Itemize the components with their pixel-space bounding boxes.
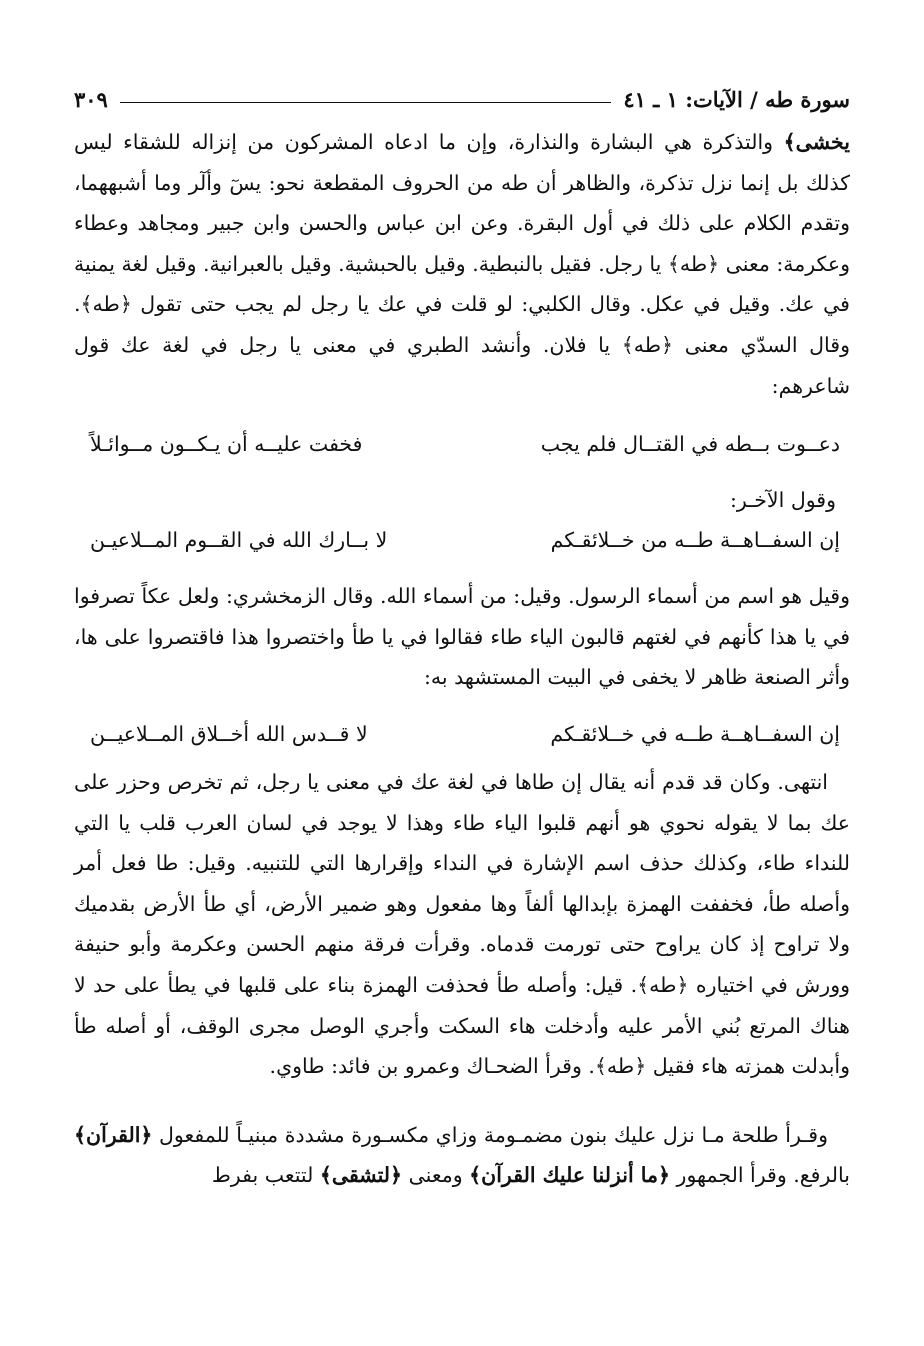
paragraph-2: وقيل هو اسم من أسماء الرسول. وقيل: من أسماء الله. وقال الزمخشري: ولعل عكاً تصرفوا في يا هذا كأنهم في لغتهم قالبون الياء طاء فقالوا في يا طأ واختصروا هذا فاقتصروا على ها، وأثر الصنعة ظاهر لا يخفى في البيت المستشهد به:: [74, 584, 850, 690]
paragraph-4: [74, 1115, 850, 1196]
verse-2: [74, 520, 850, 560]
book-page: [74, 78, 850, 1196]
paragraph-4-text-d: ومعنى: [402, 1163, 470, 1188]
quran-phrase: ﴿ما أنزلنا عليك القرآن﴾: [469, 1163, 671, 1188]
surah-title: سورة طه / الآيات: ١ ـ ٤١: [623, 87, 850, 112]
header-rule: [120, 102, 611, 103]
quran-word: يخشى﴾: [783, 130, 850, 154]
verse-3: [74, 714, 850, 754]
verse-1-first-hemistich: دعــوت بــطه في القتــال فلم يجب: [540, 432, 840, 457]
verse-3-first-hemistich: إن السفــاهــة طــه في خــلائقـكم: [550, 721, 840, 746]
verse-2-second-hemistich: لا بــارك الله في القــوم المــلاعيـن: [90, 528, 388, 553]
quran-word: ﴿القرآن﴾: [74, 1122, 153, 1147]
running-header: [74, 78, 850, 112]
paragraph-1: [74, 122, 850, 406]
page-number: ٣٠٩: [74, 87, 108, 112]
verse-3-second-hemistich: لا قــدس الله أخــلاق المــلاعيــن: [90, 721, 368, 746]
paragraph-4-text-a: وقـرأ طلحة مـا نزل عليك بنون مضمـومة وزاي مكسـورة مشددة مبنيـاً للمفعول: [152, 1122, 828, 1147]
verse-1: [74, 424, 850, 464]
verse-2-first-hemistich: إن السفــاهــة طــه من خــلائقـكم: [550, 528, 840, 553]
quran-word: ﴿لتشقى﴾: [319, 1163, 403, 1188]
verse-intro: وقول الآخـر:: [730, 488, 836, 513]
paragraph-4-text-e: لتتعب بفرط: [211, 1163, 320, 1188]
paragraph-3: انتهى. وكان قد قدم أنه يقال إن طاها في لغة عك في معنى يا رجل، ثم تخرص وحزر على عك بما لا يقوله نحوي هو أنهم قلبوا الياء طاء وهذا لا يوجد في لسان العرب قلب يا التي للنداء طاء، وكذلك حذف اسم الإشارة في النداء وإقرارها التي للتنبيه. وقيل: طا فعل أمر وأصله طأ، فخففت الهمزة بإبدالها ألفاً وها مفعول وهو ضمير الأرض، أي طأ الأرض بقدميك ولا تراوح إذ كان يراوح حتى تورمت قدماه. وقرأت فرقة منهم الحسن وعكرمة وأبو حنيفة وورش في اختياره ﴿طه﴾. قيل: وأصله طأ فحذفت الهمزة بناء على قلبها في يطأ على حد لا هناك المرتع بُني الأمر عليه وأدخلت هاء السكت وأجري الوصل مجرى الوقف، أو أصله طأ وأبدلت همزته هاء فقيل ﴿طه﴾. وقرأ الضحـاك وعمرو بن فائد: طاوي.: [74, 769, 850, 1079]
paragraph-4-text-c: بالرفع. وقرأ الجمهور: [670, 1163, 850, 1188]
verse-1-second-hemistich: فخفت عليــه أن يـكــون مــوائـلاً: [90, 432, 363, 457]
paragraph-1-text: والتذكرة هي البشارة والنذارة، وإن ما ادعاه المشركون من إنزاله للشقاء ليس كذلك بل إنما نزل تذكرة، والظاهر أن طه من الحروف المقطعة نحو: يسٓ وألٓر وما أشبههما، وتقدم الكلام على ذلك في أول البقرة. وعن ابن عباس والحسن وابن جبير ومجاهد وعطاء وعكرمة: معنى ﴿طه﴾ يا رجل. فقيل بالنبطية. وقيل بالحبشية. وقيل بالعبرانية. وقيل لغة يمنية في عك. وقيل في عكل. وقال الكلبي: لو قلت في عك يا رجل لم يجب حتى تقول ﴿طه﴾. وقال السدّي معنى ﴿طه﴾ يا فلان. وأنشد الطبري في معنى يا رجل في لغة عك قول شاعرهم:: [74, 130, 850, 398]
